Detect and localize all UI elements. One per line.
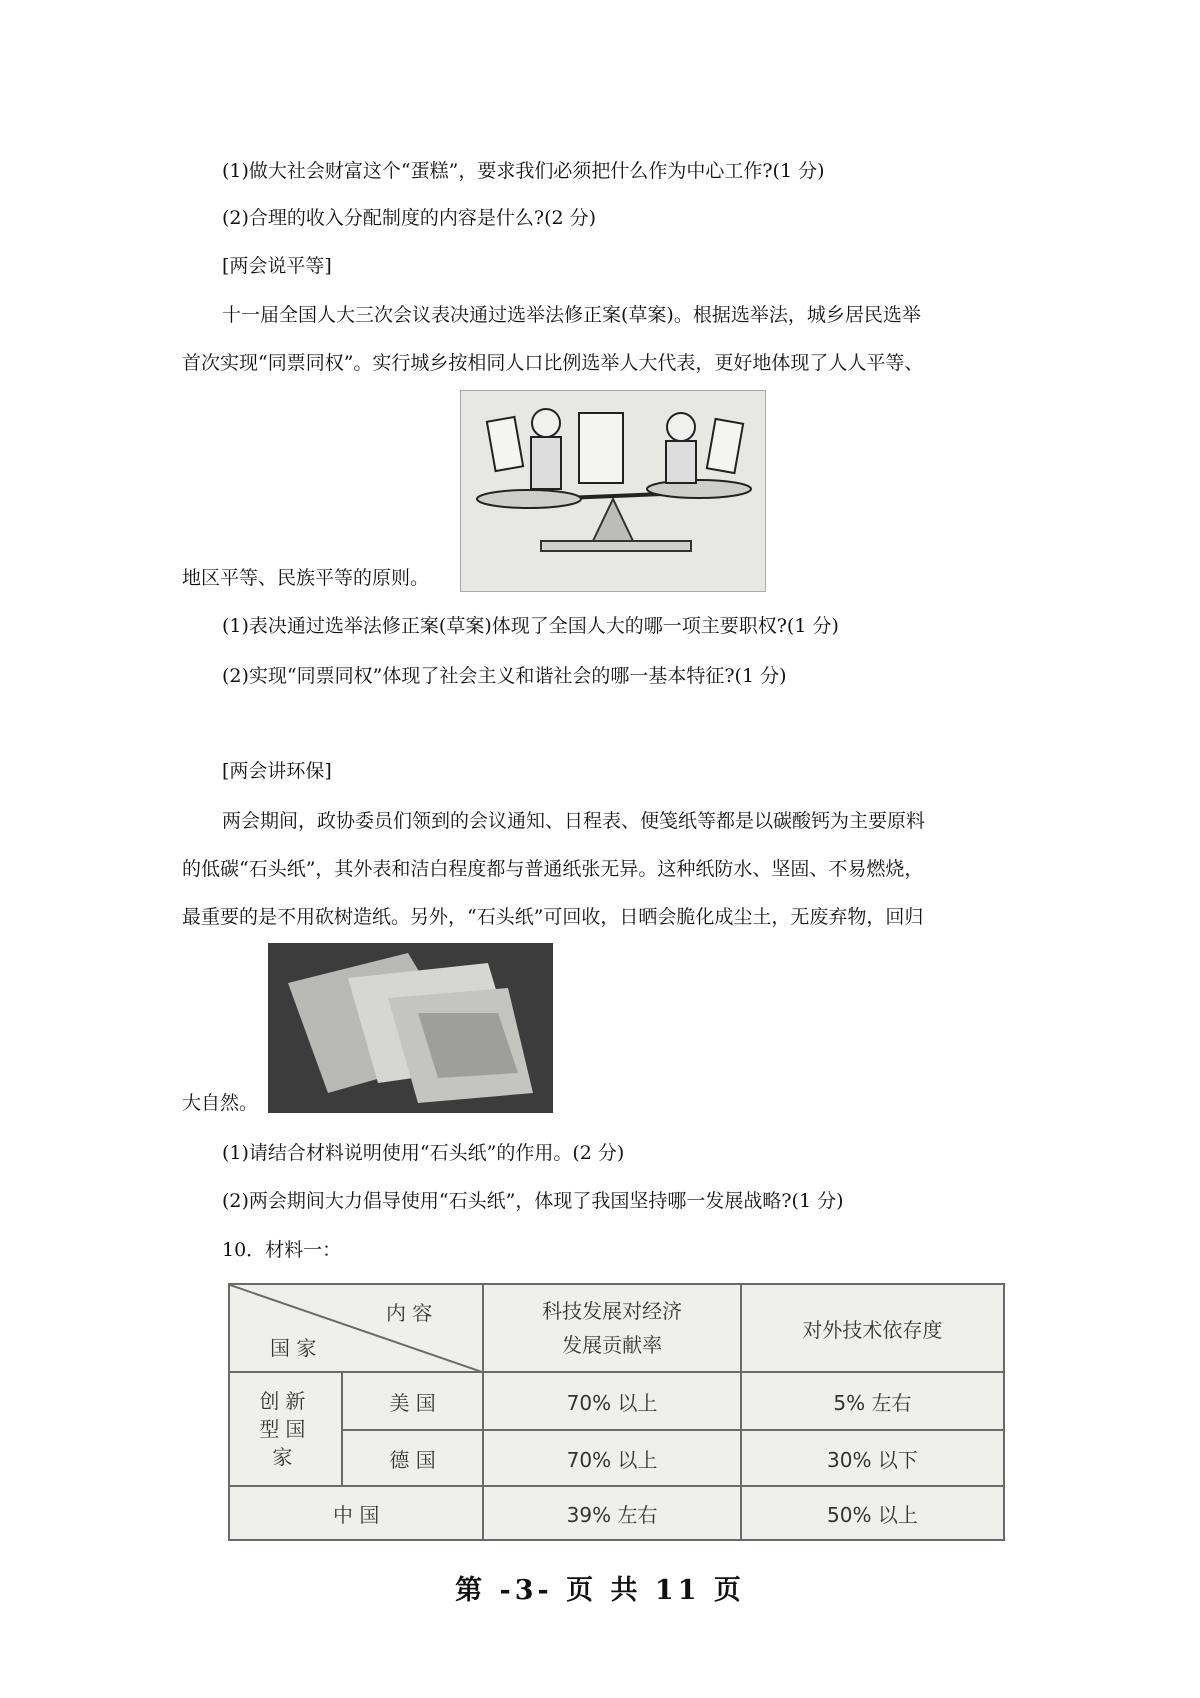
value-cell: 5% 左右 <box>741 1372 1004 1430</box>
group-label-cell: 创新型国家 <box>229 1372 342 1486</box>
question-text: (2)实现“同票同权”体现了社会主义和谐社会的哪一基本特征?(1 分) <box>222 665 787 687</box>
country-cell: 中 国 <box>229 1486 483 1540</box>
paragraph-line: 最重要的是不用砍树造纸。另外，“石头纸”可回收，日晒会脆化成尘土，无废弃物，回归 <box>182 906 924 928</box>
question-text: (1)做大社会财富这个“蛋糕”，要求我们必须把什么作为中心工作?(1 分) <box>222 160 825 182</box>
question-number: 10．材料一： <box>222 1239 342 1261</box>
page-footer: 第 -3- 页 共 11 页 <box>455 1575 745 1606</box>
balance-cartoon-image <box>460 390 766 592</box>
paragraph-line: 大自然。 <box>182 1092 259 1114</box>
data-table <box>228 1283 1005 1541</box>
paragraph-line: 首次实现“同票同权”。实行城乡按相同人口比例选举人大代表，更好地体现了人人平等、 <box>182 352 924 374</box>
question-text: (2)两会期间大力倡导使用“石头纸”，体现了我国坚持哪一发展战略?(1 分) <box>222 1190 844 1212</box>
country-cell: 美 国 <box>342 1372 484 1430</box>
value-cell: 30% 以下 <box>741 1430 1004 1486</box>
paragraph-line: 的低碳“石头纸”，其外表和洁白程度都与普通纸张无异。这种纸防水、坚固、不易燃烧， <box>182 858 924 880</box>
country-cell: 德 国 <box>342 1430 484 1486</box>
diagonal-line <box>230 1285 485 1373</box>
header-country-label: 国 家 <box>270 1336 317 1360</box>
section-heading: [两会讲环保] <box>222 760 332 782</box>
paragraph-line: 十一届全国人大三次会议表决通过选举法修正案(草案)。根据选举法，城乡居民选举 <box>222 304 921 326</box>
value-cell: 50% 以上 <box>741 1486 1004 1540</box>
paragraph-line: 两会期间，政协委员们领到的会议通知、日程表、便笺纸等都是以碳酸钙为主要原料 <box>222 810 926 832</box>
question-text: (2)合理的收入分配制度的内容是什么?(2 分) <box>222 207 597 229</box>
value-cell: 39% 左右 <box>483 1486 741 1540</box>
question-text: (1)请结合材料说明使用“石头纸”的作用。(2 分) <box>222 1142 625 1164</box>
value-cell: 70% 以上 <box>483 1430 741 1486</box>
column-header: 对外技术依存度 <box>741 1284 1004 1372</box>
value-cell: 70% 以上 <box>483 1372 741 1430</box>
stone-paper-photo <box>268 943 553 1113</box>
header-content-label: 内 容 <box>385 1301 433 1325</box>
diagonal-header-cell <box>229 1284 483 1372</box>
column-header: 科技发展对经济发展贡献率 <box>483 1284 741 1372</box>
section-heading: [两会说平等] <box>222 255 332 277</box>
question-text: (1)表决通过选举法修正案(草案)体现了全国人大的哪一项主要职权?(1 分) <box>222 615 839 637</box>
paragraph-line: 地区平等、民族平等的原则。 <box>182 567 430 589</box>
